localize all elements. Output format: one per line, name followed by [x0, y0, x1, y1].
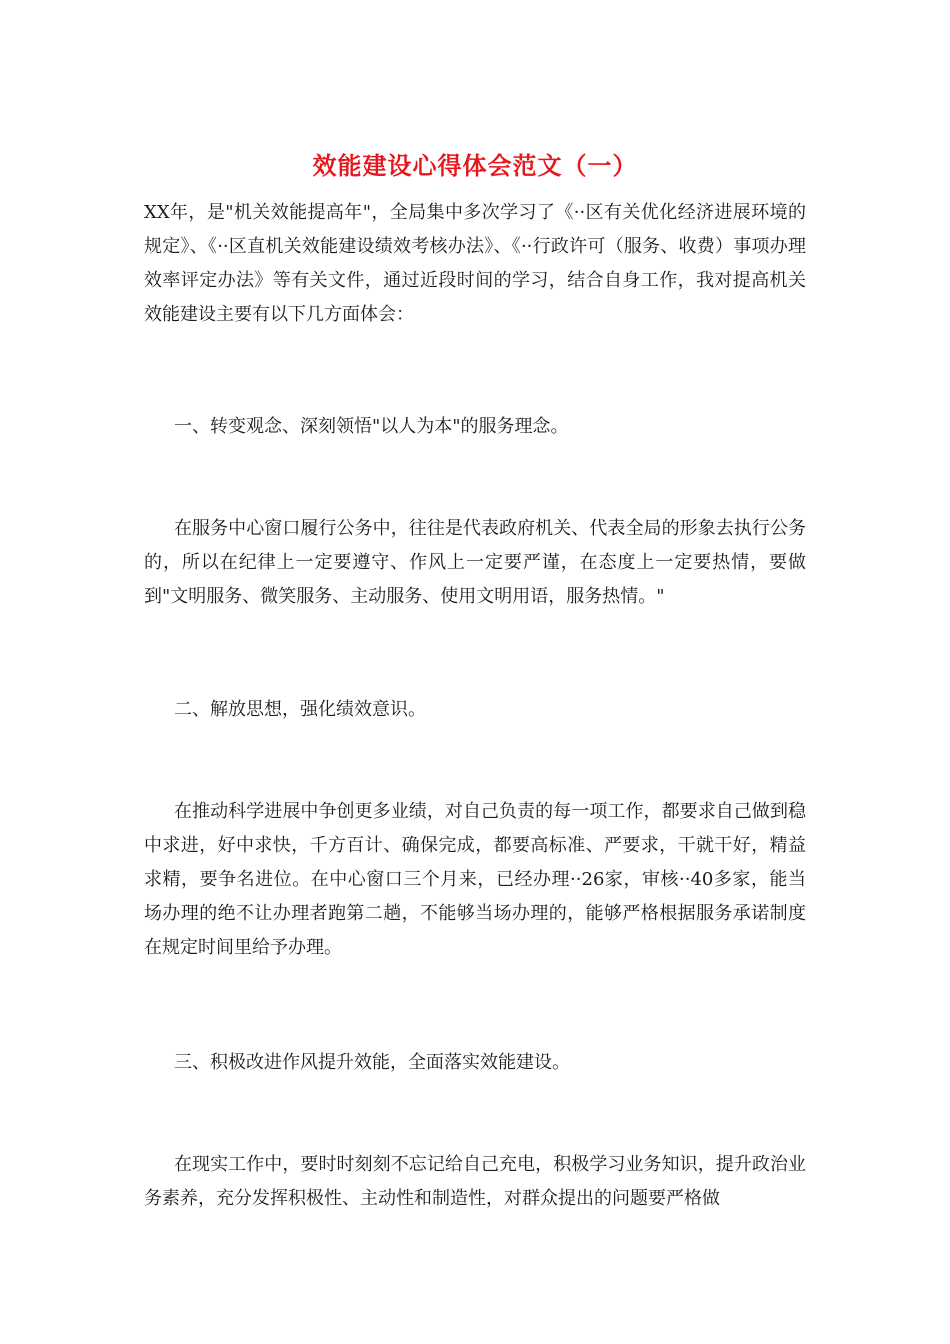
- section-heading-2: 二、解放思想，强化绩效意识。: [174, 699, 426, 720]
- section-body-3: 在现实工作中，要时时刻刻不忘记给自己充电，积极学习业务知识，提升政治业务素养，充分发挥积极性、主动性和制造性，对群众提出的问题要严格做: [144, 1154, 806, 1209]
- section-body-2: 在推动科学进展中争创更多业绩，对自己负责的每一项工作，都要求自己做到稳中求进，好中求快，千方百计、确保完成，都要高标准、严要求，干就干好，精益求精，要争名进位。在中心窗口三个月来，已经办理··26家，审核··40多家，能当场办理的绝不让办理者跑第二趟，不能够当场办理的，能够严格根据服务承诺制度在规定时间里给予办理。: [144, 801, 806, 958]
- intro-paragraph: XX年，是"机关效能提高年"，全局集中多次学习了《··区有关优化经济进展环境的规定》、《··区直机关效能建设绩效考核办法》、《··行政许可（服务、收费）事项办理效率评定办法》等有关文件，通过近段时间的学习，结合自身工作，我对提高机关效能建设主要有以下几方面体会：: [144, 202, 806, 325]
- section-heading-3: 三、积极改进作风提升效能，全面落实效能建设。: [174, 1052, 570, 1073]
- section-body-1: 在服务中心窗口履行公务中，往往是代表政府机关、代表全局的形象去执行公务的，所以在纪律上一定要遵守、作风上一定要严谨，在态度上一定要热情，要做到"文明服务、微笑服务、主动服务、使用文明用语，服务热情。": [144, 518, 806, 607]
- document-title: 效能建设心得体会范文（一）: [312, 151, 638, 180]
- section-heading-1: 一、转变观念、深刻领悟"以人为本"的服务理念。: [174, 416, 569, 437]
